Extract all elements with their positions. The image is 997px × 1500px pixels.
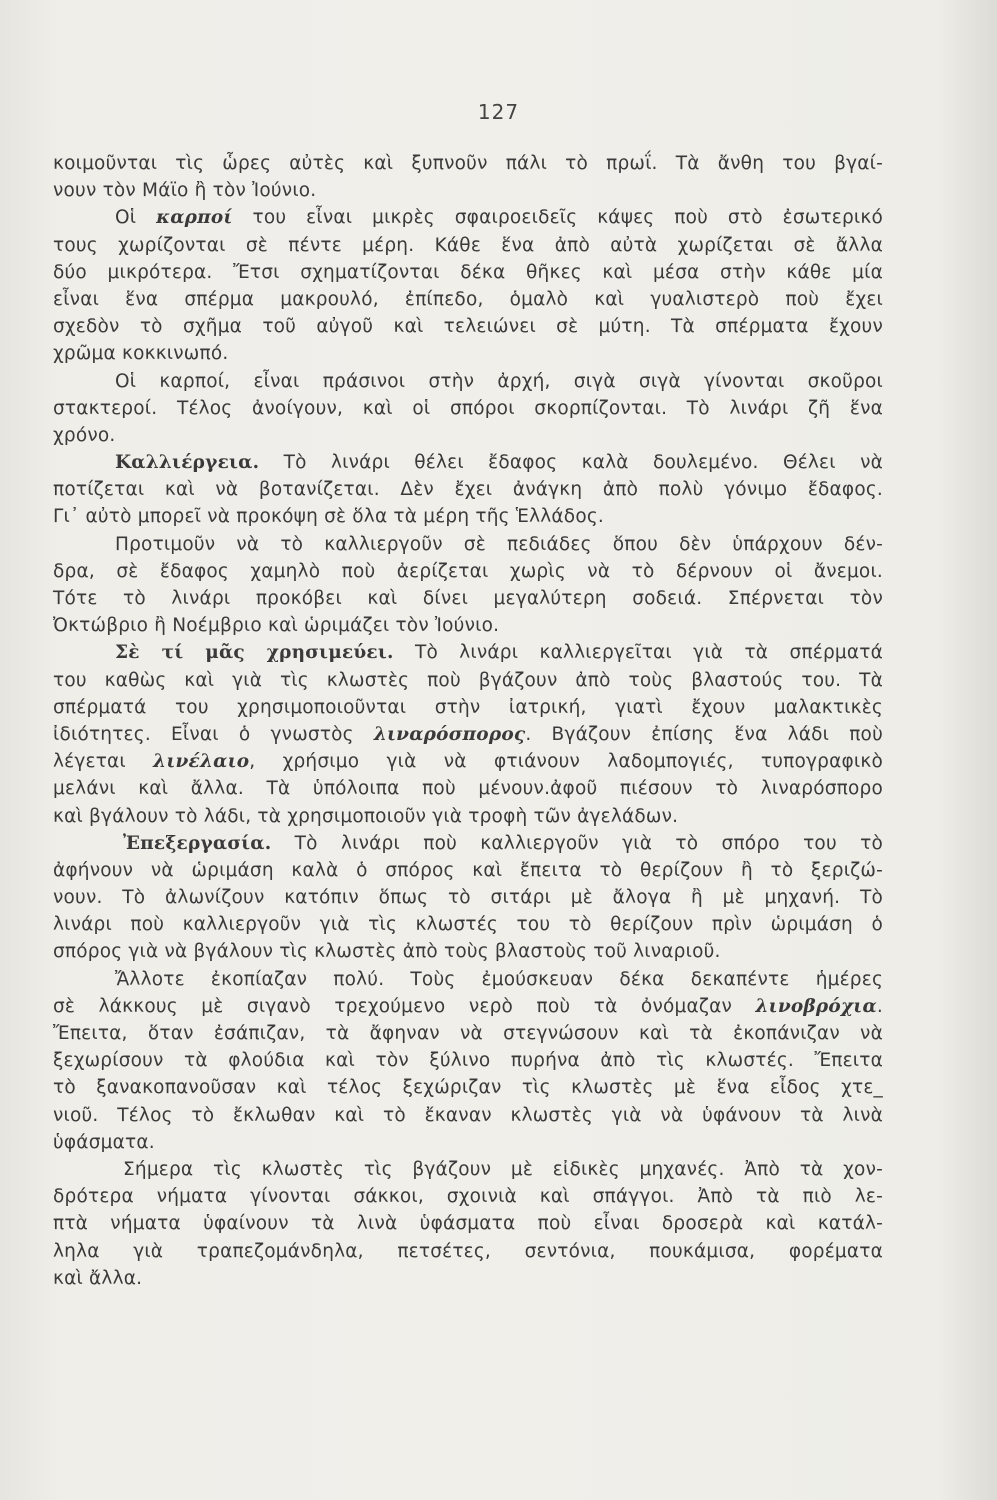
line-text: Ἄλλοτε ἐκοπίαζαν πολύ. Τοὺς ἐμούσκευαν δέκα δεκαπέντε ἡμέρες: [115, 968, 883, 990]
line-text: Προτιμοῦν νὰ τὸ καλλιεργοῦν σὲ πεδιάδες ὅπου δὲν ὑπάρχουν δέν-: [115, 533, 883, 555]
text-line: [53, 1265, 883, 1292]
line-text: Οἱ: [115, 207, 157, 229]
line-text: νουν. Τὸ ἀλωνίζουν κατόπιν ὅπως τὸ σιτάρι μὲ ἄλογα ἢ μὲ μηχανή. Τὸ: [53, 887, 883, 909]
text-line: [53, 1102, 883, 1129]
text-line: [53, 748, 883, 775]
text-line: [53, 1047, 883, 1074]
body-text: [53, 150, 883, 1292]
text-line: [53, 286, 883, 313]
line-text: ληλα γιὰ τραπεζομάνδηλα, πετσέτες, σεντόνια, πουκάμισα, φορέματα: [53, 1240, 883, 1262]
line-text: ὑφάσματα.: [53, 1131, 155, 1153]
line-text: Οἱ καρποί, εἶναι πράσινοι στὴν ἀρχή, σιγὰ σιγὰ γίνονται σκοῦροι: [115, 370, 883, 392]
line-text: νιοῦ. Τέλος τὸ ἔκλωθαν καὶ τὸ ἔκαναν κλωστὲς γιὰ νὰ ὑφάνουν τὰ λινὰ: [53, 1104, 883, 1126]
text-line: [53, 1129, 883, 1156]
text-line: [53, 721, 883, 748]
emphasized-term: καρποί: [156, 207, 233, 229]
text-line: [53, 340, 883, 367]
line-text: καὶ ἄλλα.: [53, 1267, 143, 1289]
emphasized-term: λινέλαιο: [153, 751, 250, 773]
line-text: λινάρι ποὺ καλλιεργοῦν γιὰ τὶς κλωστές του τὸ θερίζουν πρὶν ὡριμάση ὁ: [53, 914, 883, 936]
text-line: [53, 259, 883, 286]
line-text: Τότε τὸ λινάρι προκόβει καὶ δίνει μεγαλύτερη σοδειά. Σπέρνεται τὸν: [53, 588, 883, 609]
text-line: [53, 232, 883, 259]
text-line: [53, 1210, 883, 1237]
emphasized-term: λιναρόσπορος: [373, 723, 526, 745]
text-line: [53, 204, 883, 231]
text-line: [53, 150, 883, 177]
text-line: [53, 966, 883, 993]
line-text: Ἔπειτα, ὅταν ἐσάπιζαν, τὰ ἄφηναν νὰ στεγνώσουν καὶ τὰ ἐκοπάνιζαν νὰ: [53, 1023, 883, 1044]
emphasized-term: Ἐπεξεργασία.: [123, 832, 272, 854]
text-line: [53, 476, 883, 503]
text-line: [53, 884, 883, 911]
line-text: , χρήσιμο γιὰ νὰ φτιάνουν λαδομπογιές, τυπογραφικὸ: [249, 751, 883, 773]
emphasized-term: Σὲ τί μᾶς χρησιμεύει.: [115, 642, 394, 664]
line-text: του εἶναι μικρὲς σφαιροειδεῖς κάψες ποὺ στὸ ἐσωτερικό: [232, 207, 884, 229]
line-text: δύο μικρότερα. Ἔτσι σχηματίζονται δέκα θῆκες καὶ μέσα στὴν κάθε μία: [53, 261, 883, 283]
text-line: [53, 775, 883, 802]
text-line: [53, 803, 883, 830]
text-line: [53, 177, 883, 204]
line-text: ἀφήνουν νὰ ὡριμάση καλὰ ὁ σπόρος καὶ ἔπειτα τὸ θερίζουν ἢ τὸ ξεριζώ-: [53, 859, 883, 881]
text-line: [53, 1238, 883, 1265]
text-line: [53, 667, 883, 694]
text-line: [53, 857, 883, 884]
text-line: [53, 449, 883, 476]
line-text: καὶ βγάλουν τὸ λάδι, τὰ χρησιμοποιοῦν γιὰ τροφὴ τῶν ἀγελάδων.: [53, 805, 679, 827]
line-text: τὸ ξανακοπανοῦσαν καὶ τέλος ξεχώριζαν τὶς κλωστὲς μὲ ἕνα εἶδος χτε_: [53, 1077, 883, 1099]
text-line: [53, 938, 883, 965]
text-line: [53, 313, 883, 340]
text-line: [53, 368, 883, 395]
line-text: .: [876, 995, 883, 1017]
text-line: [53, 422, 883, 449]
text-line: [53, 1156, 883, 1183]
text-line: [53, 531, 883, 558]
line-text: Ὀκτώβριο ἢ Νοέμβριο καὶ ὡριμάζει τὸν Ἰούνιο.: [53, 615, 500, 637]
text-line: [53, 1074, 883, 1101]
line-text: τους χωρίζονται σὲ πέντε μέρη. Κάθε ἕνα ἀπὸ αὐτὰ χωρίζεται σὲ ἄλλα: [53, 234, 883, 256]
line-text: πτὰ νήματα ὑφαίνουν τὰ λινὰ ὑφάσματα ποὺ εἶναι δροσερὰ καὶ κατάλ-: [53, 1213, 883, 1235]
line-text: σπέρματά του χρησιμοποιοῦνται στὴν ἰατρική, γιατὶ ἔχουν μαλακτικὲς: [53, 696, 883, 718]
line-text: εἶναι ἕνα σπέρμα μακρουλό, ἐπίπεδο, ὁμαλὸ καὶ γυαλιστερὸ ποὺ ἔχει: [53, 288, 883, 310]
page-number: 127: [477, 100, 520, 124]
line-text: σχεδὸν τὸ σχῆμα τοῦ αὐγοῦ καὶ τελειώνει σὲ μύτη. Τὰ σπέρματα ἔχουν: [53, 316, 883, 338]
text-line: [53, 612, 883, 639]
line-text: χρῶμα κοκκινωπό.: [53, 343, 229, 365]
text-line: [53, 911, 883, 938]
emphasized-term: Καλλιέργεια.: [115, 452, 260, 474]
line-text: χρόνο.: [53, 424, 116, 446]
line-text: δρα, σὲ ἔδαφος χαμηλὸ ποὺ ἀερίζεται χωρὶς νὰ τὸ δέρνουν οἱ ἄνεμοι.: [53, 560, 883, 582]
line-text: ποτίζεται καὶ νὰ βοτανίζεται. Δὲν ἔχει ἀνάγκη ἀπὸ πολὺ γόνιμο ἔδαφος.: [53, 479, 883, 501]
line-text: . Βγάζουν ἐπίσης ἕνα λάδι ποὺ: [525, 723, 883, 745]
line-text: μελάνι καὶ ἄλλα. Τὰ ὑπόλοιπα ποὺ μένουν.ἀφοῦ πιέσουν τὸ λιναρόσπορο: [53, 778, 883, 800]
line-text: κοιμοῦνται τὶς ὧρες αὐτὲς καὶ ξυπνοῦν πάλι τὸ πρωΐ. Τὰ ἄνθη του βγαί-: [53, 153, 883, 174]
text-line: [53, 395, 883, 422]
line-text: Τὸ λινάρι ποὺ καλλιεργοῦν γιὰ τὸ σπόρο του τὸ: [271, 832, 883, 854]
line-text: του καθὼς καὶ γιὰ τὶς κλωστὲς ποὺ βγάζουν ἀπὸ τοὺς βλαστούς του. Τὰ: [53, 669, 883, 691]
text-line: [53, 585, 883, 612]
text-line: [53, 1020, 883, 1047]
line-text: δρότερα νήματα γίνονται σάκκοι, σχοινιὰ καὶ σπάγγοι. Ἀπὸ τὰ πιὸ λε-: [53, 1186, 883, 1208]
line-text: ξεχωρίσουν τὰ φλούδια καὶ τὸν ξύλινο πυρήνα ἀπὸ τὶς κλωστές. Ἔπειτα: [53, 1050, 883, 1072]
line-text: νουν τὸν Μάϊο ἢ τὸν Ἰούνιο.: [53, 180, 317, 202]
line-text: σπόρος γιὰ νὰ βγάλουν τὶς κλωστὲς ἀπὸ τοὺς βλαστοὺς τοῦ λιναριοῦ.: [53, 941, 721, 963]
text-line: [53, 993, 883, 1020]
line-text: Σήμερα τὶς κλωστὲς τὶς βγάζουν μὲ εἰδικὲς μηχανές. Ἀπὸ τὰ χον-: [123, 1158, 883, 1180]
line-text: Γι᾽ αὐτὸ μπορεῖ νὰ προκόψη σὲ ὅλα τὰ μέρη τῆς Ἑλλάδος.: [53, 506, 604, 528]
text-line: [53, 1183, 883, 1210]
text-line: [53, 558, 883, 585]
text-line: [53, 694, 883, 721]
text-line: [53, 639, 883, 666]
emphasized-term: λινοβρόχια: [755, 995, 877, 1017]
text-line: [53, 503, 883, 530]
line-text: λέγεται: [53, 751, 154, 773]
line-text: στακτεροί. Τέλος ἀνοίγουν, καὶ οἱ σπόροι σκορπίζονται. Τὸ λινάρι ζῆ ἕνα: [53, 397, 883, 419]
text-line: [53, 830, 883, 857]
line-text: Τὸ λινάρι καλλιεργεῖται γιὰ τὰ σπέρματά: [393, 642, 883, 664]
line-text: ἰδιότητες. Εἶναι ὁ γνωστὸς: [53, 723, 374, 745]
line-text: σὲ λάκκους μὲ σιγανὸ τρεχούμενο νερὸ ποὺ τὰ ὀνόμαζαν: [53, 995, 756, 1017]
line-text: Τὸ λινάρι θέλει ἔδαφος καλὰ δουλεμένο. Θέλει νὰ: [259, 452, 883, 474]
